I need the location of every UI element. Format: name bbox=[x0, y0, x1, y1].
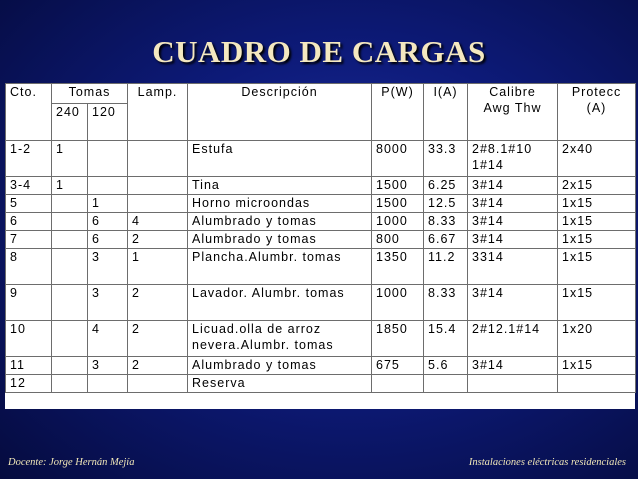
cell-cto: 12 bbox=[6, 375, 52, 393]
cell-lamp: 2 bbox=[128, 285, 188, 321]
cell-protecc: 1x15 bbox=[558, 231, 636, 249]
cell-calibre: 3#14 bbox=[468, 231, 558, 249]
header-calibre: Calibre Awg Thw bbox=[468, 84, 558, 141]
cell-cto: 9 bbox=[6, 285, 52, 321]
cell-pw: 1350 bbox=[372, 249, 424, 285]
cell-calibre: 3314 bbox=[468, 249, 558, 285]
cell-t240 bbox=[52, 249, 88, 285]
footer-course: Instalaciones eléctricas residenciales bbox=[468, 457, 626, 468]
header-ia: I(A) bbox=[424, 84, 468, 141]
footer-teacher: Docente: Jorge Hernán Mejía bbox=[8, 457, 135, 468]
cell-lamp bbox=[128, 375, 188, 393]
cell-cto: 6 bbox=[6, 213, 52, 231]
cell-cto: 5 bbox=[6, 195, 52, 213]
cell-t240 bbox=[52, 231, 88, 249]
cell-cto: 11 bbox=[6, 357, 52, 375]
table-row bbox=[6, 375, 636, 393]
cell-t240 bbox=[52, 285, 88, 321]
table-row bbox=[6, 177, 636, 195]
cell-desc: Lavador. Alumbr. tomas bbox=[188, 285, 372, 321]
cell-ia: 12.5 bbox=[424, 195, 468, 213]
cell-t240: 1 bbox=[52, 177, 88, 195]
cell-desc: Estufa bbox=[188, 141, 372, 177]
cell-protecc: 2x40 bbox=[558, 141, 636, 177]
cell-cto: 10 bbox=[6, 321, 52, 357]
cell-t240 bbox=[52, 213, 88, 231]
cell-pw: 1000 bbox=[372, 213, 424, 231]
cell-desc: Reserva bbox=[188, 375, 372, 393]
table-row bbox=[6, 231, 636, 249]
cell-pw: 8000 bbox=[372, 141, 424, 177]
cell-desc: Licuad.olla de arroz nevera.Alumbr. tomas bbox=[188, 321, 372, 357]
cell-protecc: 1x15 bbox=[558, 249, 636, 285]
cell-t120 bbox=[88, 177, 128, 195]
cell-ia: 8.33 bbox=[424, 213, 468, 231]
header-protecc: Protecc (A) bbox=[558, 84, 636, 141]
cell-calibre: 2#8.1#10 1#14 bbox=[468, 141, 558, 177]
cell-lamp bbox=[128, 141, 188, 177]
cell-t120: 3 bbox=[88, 249, 128, 285]
header-tomas: Tomas bbox=[52, 84, 128, 104]
cell-lamp: 2 bbox=[128, 321, 188, 357]
cell-desc: Alumbrado y tomas bbox=[188, 213, 372, 231]
cell-lamp: 1 bbox=[128, 249, 188, 285]
cell-protecc: 1x15 bbox=[558, 213, 636, 231]
cell-lamp bbox=[128, 177, 188, 195]
cell-cto: 1-2 bbox=[6, 141, 52, 177]
cell-calibre: 2#12.1#14 bbox=[468, 321, 558, 357]
cell-t120: 6 bbox=[88, 231, 128, 249]
cell-t120: 4 bbox=[88, 321, 128, 357]
cell-lamp: 2 bbox=[128, 231, 188, 249]
cell-t120 bbox=[88, 375, 128, 393]
cell-lamp: 4 bbox=[128, 213, 188, 231]
cell-ia: 15.4 bbox=[424, 321, 468, 357]
cell-t240 bbox=[52, 321, 88, 357]
cell-ia: 8.33 bbox=[424, 285, 468, 321]
cell-t240 bbox=[52, 375, 88, 393]
table-row bbox=[6, 357, 636, 375]
cell-lamp: 2 bbox=[128, 357, 188, 375]
table-header bbox=[6, 84, 636, 141]
table-row bbox=[6, 141, 636, 177]
cell-calibre: 3#14 bbox=[468, 285, 558, 321]
cell-pw: 1500 bbox=[372, 195, 424, 213]
cell-protecc: 1x15 bbox=[558, 285, 636, 321]
header-cto: Cto. bbox=[6, 84, 52, 141]
slide-title: CUADRO DE CARGAS bbox=[152, 34, 486, 69]
cell-t120: 6 bbox=[88, 213, 128, 231]
cell-t240 bbox=[52, 357, 88, 375]
cell-cto: 8 bbox=[6, 249, 52, 285]
header-descripcion: Descripción bbox=[188, 84, 372, 141]
cell-t120: 3 bbox=[88, 285, 128, 321]
cell-ia: 11.2 bbox=[424, 249, 468, 285]
cell-lamp bbox=[128, 195, 188, 213]
cell-protecc: 1x15 bbox=[558, 195, 636, 213]
cell-cto: 7 bbox=[6, 231, 52, 249]
cell-t240: 1 bbox=[52, 141, 88, 177]
table-row bbox=[6, 285, 636, 321]
cell-pw: 1500 bbox=[372, 177, 424, 195]
cell-protecc: 1x20 bbox=[558, 321, 636, 357]
cell-pw: 1000 bbox=[372, 285, 424, 321]
cell-pw bbox=[372, 375, 424, 393]
table-row bbox=[6, 321, 636, 357]
table-row bbox=[6, 213, 636, 231]
header-tomas-120: 120 bbox=[88, 104, 128, 141]
table-body bbox=[6, 141, 636, 393]
cell-ia bbox=[424, 375, 468, 393]
cell-desc: Alumbrado y tomas bbox=[188, 357, 372, 375]
cell-pw: 800 bbox=[372, 231, 424, 249]
cell-t120: 1 bbox=[88, 195, 128, 213]
load-table-container bbox=[5, 83, 635, 409]
load-table bbox=[5, 83, 636, 393]
cell-calibre: 3#14 bbox=[468, 177, 558, 195]
cell-calibre: 3#14 bbox=[468, 195, 558, 213]
header-lamp: Lamp. bbox=[128, 84, 188, 141]
cell-calibre bbox=[468, 375, 558, 393]
cell-ia: 5.6 bbox=[424, 357, 468, 375]
cell-ia: 6.67 bbox=[424, 231, 468, 249]
header-tomas-240: 240 bbox=[52, 104, 88, 141]
cell-desc: Tina bbox=[188, 177, 372, 195]
cell-cto: 3-4 bbox=[6, 177, 52, 195]
cell-calibre: 3#14 bbox=[468, 213, 558, 231]
cell-pw: 1850 bbox=[372, 321, 424, 357]
header-pw: P(W) bbox=[372, 84, 424, 141]
cell-ia: 33.3 bbox=[424, 141, 468, 177]
table-row bbox=[6, 195, 636, 213]
cell-protecc: 2x15 bbox=[558, 177, 636, 195]
cell-desc: Alumbrado y tomas bbox=[188, 231, 372, 249]
cell-protecc: 1x15 bbox=[558, 357, 636, 375]
cell-calibre: 3#14 bbox=[468, 357, 558, 375]
cell-protecc bbox=[558, 375, 636, 393]
cell-pw: 675 bbox=[372, 357, 424, 375]
cell-desc: Horno microondas bbox=[188, 195, 372, 213]
cell-ia: 6.25 bbox=[424, 177, 468, 195]
table-row bbox=[6, 249, 636, 285]
cell-desc: Plancha.Alumbr. tomas bbox=[188, 249, 372, 285]
cell-t120: 3 bbox=[88, 357, 128, 375]
cell-t240 bbox=[52, 195, 88, 213]
cell-t120 bbox=[88, 141, 128, 177]
